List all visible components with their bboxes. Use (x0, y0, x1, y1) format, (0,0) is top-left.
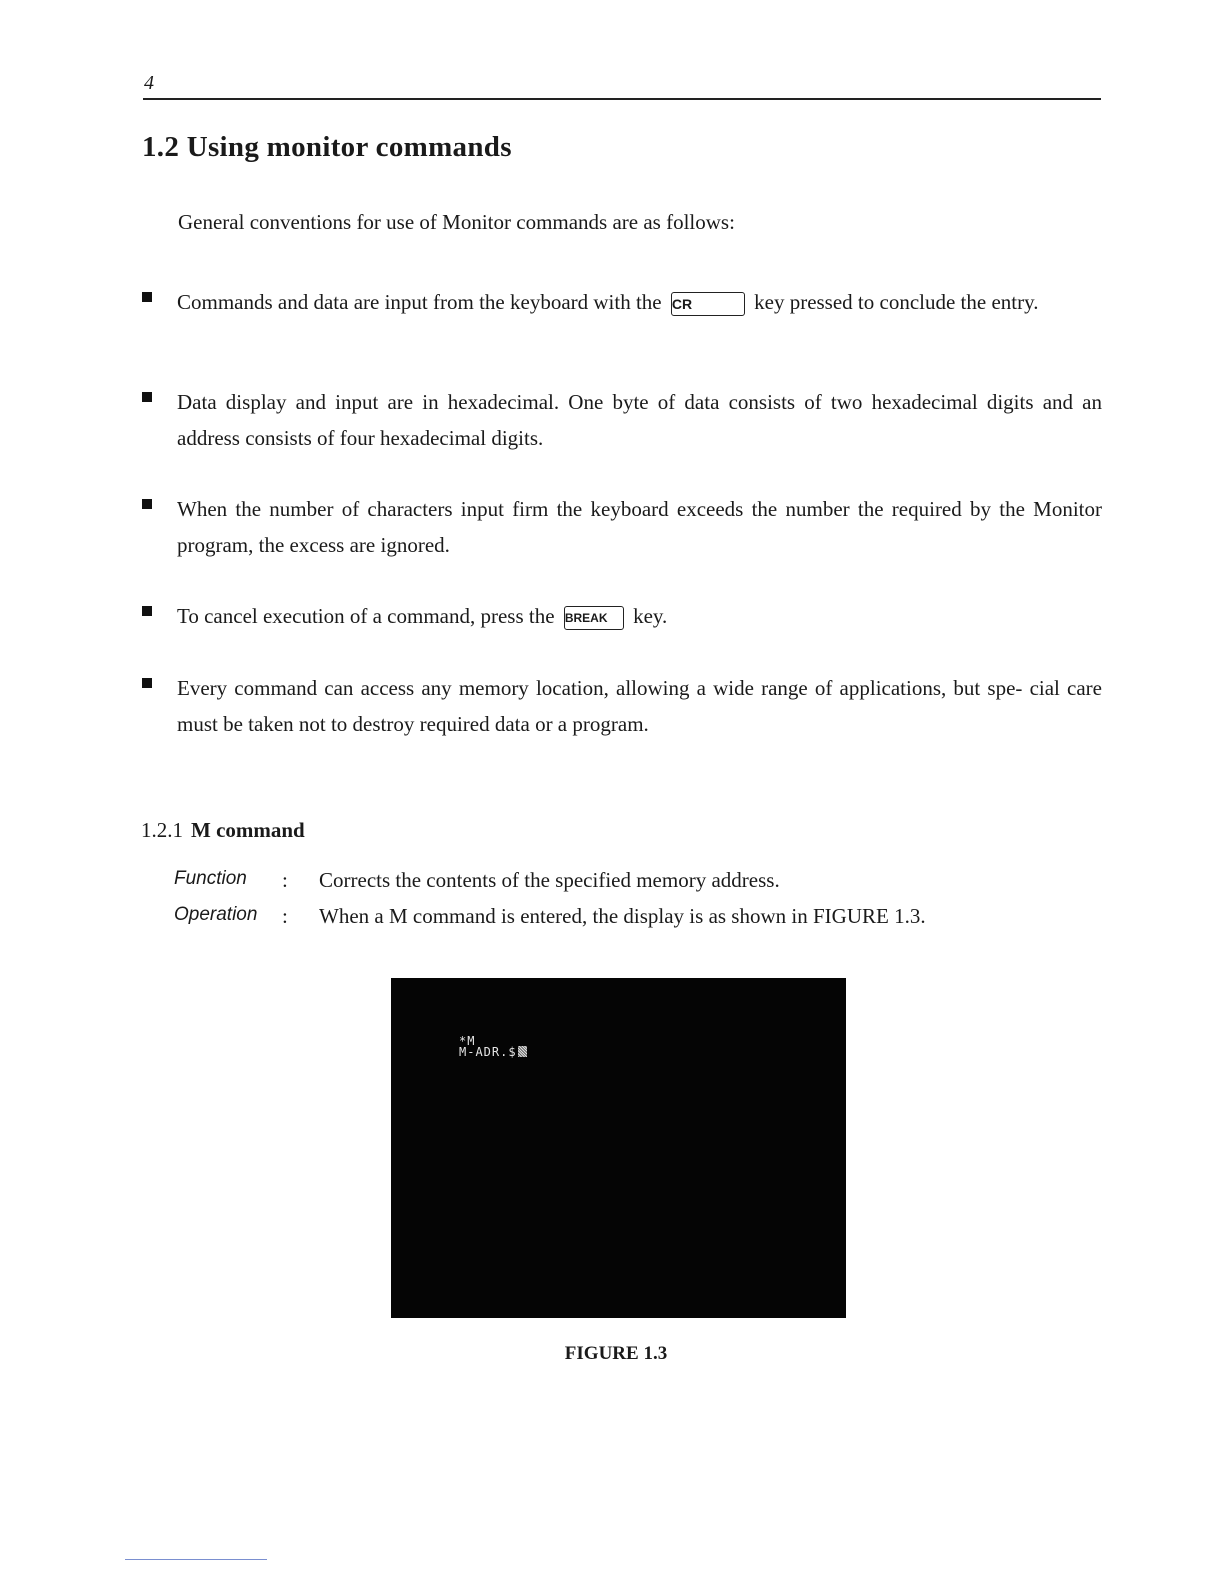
break-key-icon: BREAK (564, 606, 624, 630)
definition-description: When a M command is entered, the display is as shown in FIGURE 1.3. (319, 904, 926, 928)
definition-term: Operation (174, 904, 258, 925)
bullet-item-excess-characters (140, 491, 1102, 563)
screen-line-address (459, 1045, 527, 1059)
bullet-text-before: To cancel execution of a command, press the (177, 604, 555, 628)
bullet-square-icon (142, 499, 152, 509)
definition-description: Corrects the contents of the specified memory address. (319, 868, 780, 892)
figure-caption: FIGURE 1.3 (564, 1343, 668, 1364)
bullet-item-memory-access (140, 670, 1102, 742)
definition-colon: : (282, 904, 288, 928)
bullet-text: Data display and input are in hexadecimal. One byte of data consists of two hexadecimal digits and an address consists of four hexadecimal digits. (177, 390, 1102, 450)
section-title: 1.2 Using monitor commands (142, 131, 512, 163)
bullet-square-icon (142, 392, 152, 402)
screen-line-prompt: *M (459, 1034, 476, 1048)
header-rule (143, 98, 1101, 100)
bullet-text: When the number of characters input firm the keyboard exceeds the number the required by the Monitor program, the excess are ignored. (177, 497, 1102, 557)
bullet-item-cr-key (140, 284, 1102, 320)
definition-colon: : (282, 868, 288, 892)
bullet-text-after: key pressed to conclude the entry. (754, 290, 1039, 314)
bullet-square-icon (142, 678, 152, 688)
bullet-item-hexadecimal (140, 384, 1102, 456)
intro-paragraph: General conventions for use of Monitor commands are as follows: (178, 210, 735, 234)
bottom-rule (125, 1559, 267, 1560)
bullet-text-after: key. (633, 604, 668, 628)
cr-key-icon: CR (671, 292, 745, 316)
bullet-square-icon (142, 292, 152, 302)
monitor-screen-figure (391, 978, 846, 1318)
subsection-number: 1.2.1 (141, 818, 183, 842)
subsection-name: M command (191, 818, 305, 842)
bullet-square-icon (142, 606, 152, 616)
cursor-block-icon (518, 1046, 527, 1057)
page-number: 4 (144, 72, 154, 94)
bullet-text-before: Commands and data are input from the keyboard with the (177, 290, 662, 314)
definition-term: Function (174, 868, 247, 889)
bullet-item-break-key (140, 598, 1102, 634)
subsection-title (141, 818, 305, 843)
screen-line-address-text: M-ADR.$ (459, 1045, 517, 1059)
bullet-text: Every command can access any memory location, allowing a wide range of applications, but spe- cial care must be taken not to destroy required data or a program. (177, 676, 1102, 736)
